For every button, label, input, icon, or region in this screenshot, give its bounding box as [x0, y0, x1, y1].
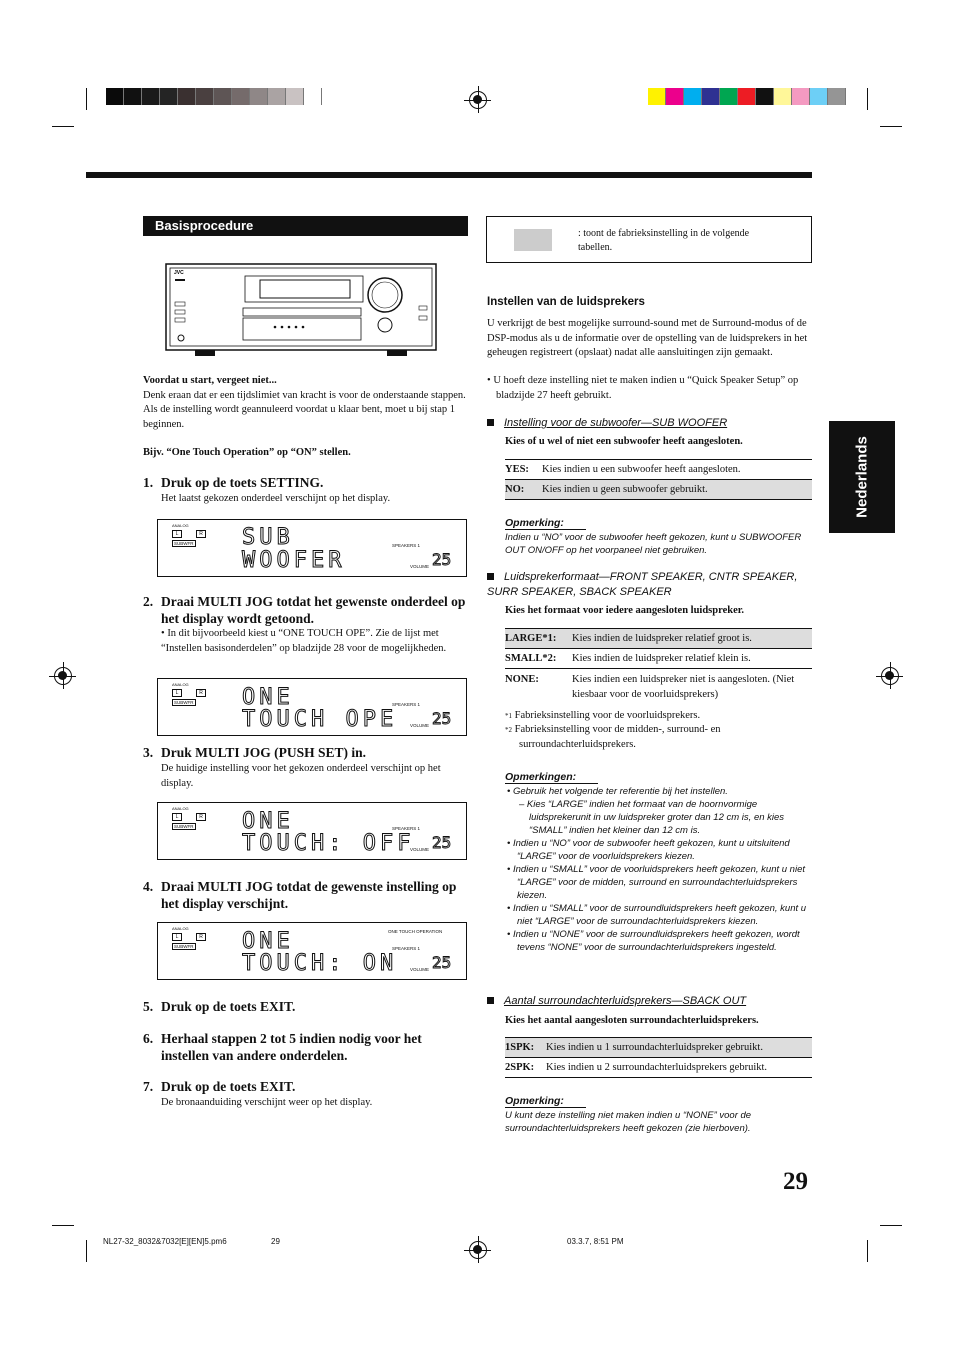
before-start-title: Voordat u start, vergeet niet...: [143, 375, 277, 386]
display-panel-4: ANALOG L R SUBWFR ONE TOUCH: ON ONE TOUCH OPERATION SPEAKERS 1 VOLUME 25: [157, 922, 467, 980]
legend-box: : toont de fabrieksinstelling in de volgende tabellen.: [486, 216, 812, 263]
step-3-text: De huidige instelling voor het gekozen onderdeel verschijnt op het display.: [161, 763, 441, 789]
color-swatch: [756, 88, 774, 105]
step-7-text: De bronaanduiding verschijnt weer op het display.: [161, 1097, 373, 1108]
color-swatch: [684, 88, 702, 105]
registration-mark-icon: [469, 91, 487, 109]
crop-mark: [52, 1225, 74, 1226]
crop-mark: [86, 1240, 87, 1262]
color-swatch: [160, 88, 178, 105]
speakers-intro: U verkrijgt de best mogelijke surround-sound met de Surround-modus of de DSP-modus als u de informatie over de opstelling van de luidsprekers in het geheugen registreert (opslaat) nadat alle aansluitingen zijn gemaakt.: [487, 318, 808, 358]
display-panel-2: ANALOG L R SUBWFR ONE TOUCH OPE SPEAKERS 1 VOLUME 25: [157, 678, 467, 736]
language-tab: [829, 421, 895, 533]
display-panel-3: ANALOG L R SUBWFR ONE TOUCH: OFF SPEAKERS 1 VOLUME 25: [157, 802, 467, 860]
sback-heading: Aantal surroundachterluidsprekers—SBACK OUT: [487, 994, 812, 1009]
color-swatch: [702, 88, 720, 105]
language-tab-label: Nederlands: [853, 436, 871, 518]
footnote-1: *1 Fabrieksinstelling voor de voorluidsprekers.: [505, 710, 701, 721]
color-swatch: [214, 88, 232, 105]
speakers-bullet: • U hoeft deze instelling niet te maken indien u “Quick Speaker Setup” op bladzijde 27 heeft gebruikt.: [487, 375, 799, 401]
subwoofer-heading: Instelling voor de subwoofer—SUB WOOFER: [487, 416, 812, 431]
section-title: Basisprocedure: [143, 216, 468, 236]
step-4-title: Draai MULTI JOG totdat de gewenste instelling op het display verschijnt.: [161, 879, 457, 911]
svg-text:JVC: JVC: [174, 270, 184, 276]
step-2-text: • In dit bijvoorbeeld kiest u “ONE TOUCH OPE”. Zie de lijst met “Instellen basisonderdelen” op bladzijde 28 voor de mogelijkheden.: [161, 628, 447, 654]
step-2-title: Draai MULTI JOG totdat het gewenste onderdeel op het display wordt getoond.: [161, 594, 466, 626]
footer-file: NL27-32_8032&7032[E][EN]5.pm6: [103, 1237, 227, 1246]
color-swatch: [142, 88, 160, 105]
color-swatch: [810, 88, 828, 105]
display-line1: SUB: [242, 525, 294, 550]
display-volume: 25: [432, 550, 452, 569]
color-swatch: [666, 88, 684, 105]
footer-date: 03.3.7, 8:51 PM: [567, 1237, 624, 1246]
legend-text: toont de fabrieksinstelling in de volgende tabellen.: [578, 228, 750, 253]
step-1: 1. Druk op de toets SETTING.: [143, 475, 324, 490]
notes-title: Opmerkingen:: [505, 771, 598, 784]
step-5: 5. Druk op de toets EXIT.: [143, 999, 296, 1014]
color-swatch: [250, 88, 268, 105]
color-swatch: [792, 88, 810, 105]
sback-table: 1SPK: Kies indien u 1 surroundachterluidspreker gebruikt. 2SPK: Kies indien u 2 surroundachterluidsprekers gebruikt.: [505, 1037, 812, 1078]
note3-text: U kunt deze instelling niet maken indien u “NONE” voor de surroundachterluidsprekers heeft gekozen (zie hierboven).: [505, 1110, 752, 1134]
receiver-illustration: [165, 262, 437, 357]
header-rule: [86, 172, 812, 178]
step-3-title: Druk MULTI JOG (PUSH SET) in.: [161, 745, 367, 760]
crop-mark: [880, 126, 902, 127]
footer-page: 29: [271, 1237, 280, 1246]
color-swatch: [828, 88, 846, 105]
color-swatch: [738, 88, 756, 105]
format-lead: Kies het formaat voor iedere aangesloten luidspreker.: [505, 605, 745, 616]
note1-title: Opmerking:: [505, 517, 586, 530]
registration-mark-icon: [881, 667, 899, 685]
color-swatch: [304, 88, 322, 105]
step-7: 7. Druk op de toets EXIT.: [143, 1079, 296, 1094]
speakers-title: Instellen van de luidsprekers: [487, 296, 645, 308]
crop-mark: [867, 88, 868, 110]
sback-lead: Kies het aantal aangesloten surroundachterluidsprekers.: [505, 1015, 759, 1026]
crop-mark: [880, 1225, 902, 1226]
color-swatch: [774, 88, 792, 105]
color-swatch: [286, 88, 304, 105]
before-start-text: Denk eraan dat er een tijdslimiet van kracht is voor de onderstaande stappen. Als de instelling wordt geannuleerd voordat u klaar bent, moet u bij stap 1 beginnen.: [143, 389, 466, 430]
color-swatch: [720, 88, 738, 105]
crop-mark: [86, 88, 87, 110]
color-swatch: [232, 88, 250, 105]
note1-text: Indien u “NO” voor de subwoofer heeft gekozen, kunt u SUBWOOFER OUT ON/OFF op het voorpaneel niet gebruiken.: [505, 532, 802, 556]
subwoofer-lead: Kies of u wel of niet een subwoofer heeft aangesloten.: [505, 436, 743, 447]
footnote-2: *2 Fabrieksinstelling voor de midden-, surround- en surroundachterluidsprekers.: [505, 724, 721, 750]
color-swatch: [196, 88, 214, 105]
crop-mark: [867, 1240, 868, 1262]
notes-list: • Gebruik het volgende ter referentie bij het instellen. – Kies “LARGE” indien het formaat van de hoornvormige luidsprekerunit in uw luidspreker groter dan 12 cm is, en kies “SMALL” indien het kleiner dan 12 cm is. • Indien u “NO” voor de subwoofer heeft gekozen, kunt u uitsluitend “LARGE” voor de voorluidsprekers kiezen. • Indien u “SMALL” voor de voorluidsprekers heeft gekozen, kunt u niet “LARGE” voor de midden, surround en surroundachterluidsprekers kiezen. • Indien u “SMALL” voor de surroundluidsprekers heeft gekozen, kunt u niet “LARGE” voor de surroundachterluidsprekers kiezen. • Indien u “NONE” voor de surroundluidsprekers heeft gekozen, wordt tevens “NONE” voor de surroundachterluidsprekers ingesteld.: [507, 786, 807, 953]
step-1-text: Het laatst gekozen onderdeel verschijnt op het display.: [161, 493, 391, 504]
color-swatch: [268, 88, 286, 105]
step-6: 6. Herhaal stappen 2 tot 5 indien nodig voor het instellen van andere onderdelen.: [143, 1031, 422, 1063]
page-number: 29: [783, 1168, 808, 1195]
crop-mark: [52, 126, 74, 127]
subwoofer-table: YES: Kies indien u een subwoofer heeft aangesloten. NO: Kies indien u geen subwoofer gebruikt.: [505, 459, 812, 500]
registration-mark-icon: [469, 1241, 487, 1259]
gray-swatch: [514, 229, 552, 251]
format-heading: Luidsprekerformaat—FRONT SPEAKER, CNTR SPEAKER, SURR SPEAKER, SBACK SPEAKER: [487, 571, 798, 598]
color-swatch: [648, 88, 666, 105]
color-swatch: [106, 88, 124, 105]
display-panel-1: ANALOG L R SUBWFR SUB WOOFER SPEAKERS 1 VOLUME 25: [157, 519, 467, 577]
format-table: LARGE*1: Kies indien de luidspreker relatief groot is. SMALL*2: Kies indien de luidspreker relatief klein is. NONE: Kies indien een luidspreker niet is aangesloten. (Niet kiesbaar voor de voorluidsprekers): [505, 628, 812, 711]
display-line2: WOOFER: [242, 548, 346, 573]
color-swatch: [124, 88, 142, 105]
step-3: 3. Druk MULTI JOG (PUSH SET) in.: [143, 745, 367, 760]
step-2: 2. Draai MULTI JOG totdat het gewenste onderdeel op het display wordt getoond.: [143, 593, 468, 610]
step-4: 4. Draai MULTI JOG totdat de gewenste instelling op het display verschijnt.: [143, 878, 468, 895]
registration-mark-icon: [54, 667, 72, 685]
step-1-title: Druk op de toets SETTING.: [161, 475, 324, 490]
note3-title: Opmerking:: [505, 1095, 586, 1108]
example-label: Bijv. “One Touch Operation” op “ON” stellen.: [143, 447, 351, 458]
color-swatch: [178, 88, 196, 105]
